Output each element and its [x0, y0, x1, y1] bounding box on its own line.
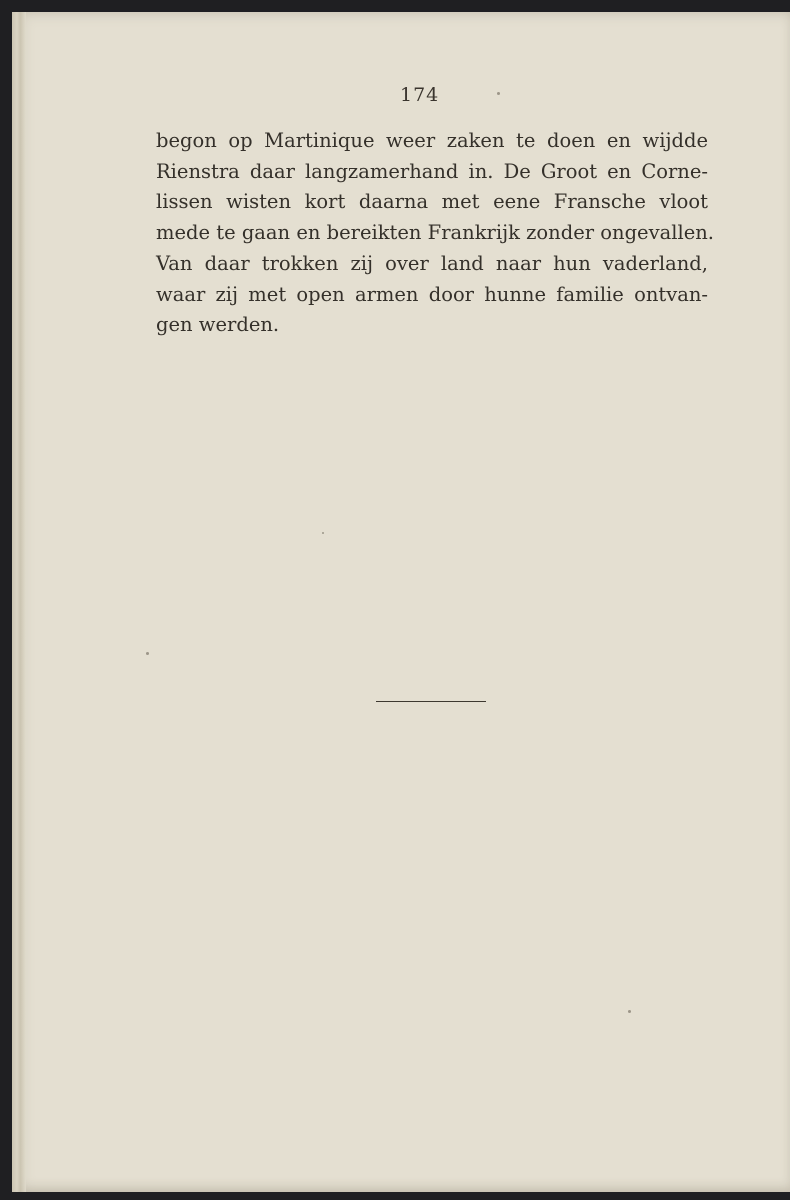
text-line: mede te gaan en bereikten Frankrijk zonder ongevallen. — [156, 221, 715, 245]
paper-speck — [146, 652, 149, 655]
paper-speck — [322, 532, 324, 534]
text-line: lissen wisten kort daarna met eene Fransche vloot — [156, 190, 708, 214]
text-line: Rienstra daar langzamerhand in. De Groot en Corne- — [156, 159, 708, 183]
text-line: waar zij met open armen door hunne familie ontvan- — [156, 282, 708, 306]
page-edge-stack — [12, 12, 26, 1192]
text-line: gen werden. — [156, 313, 280, 337]
page-number: 174 — [400, 84, 440, 106]
paper-speck — [628, 1010, 631, 1013]
text-line: begon op Martinique weer zaken te doen en wijdde — [156, 129, 708, 152]
paper-speck — [497, 92, 500, 95]
text-line: Van daar trokken zij over land naar hun vaderland, — [156, 251, 708, 275]
body-paragraph — [156, 126, 715, 341]
section-end-rule — [376, 701, 486, 702]
